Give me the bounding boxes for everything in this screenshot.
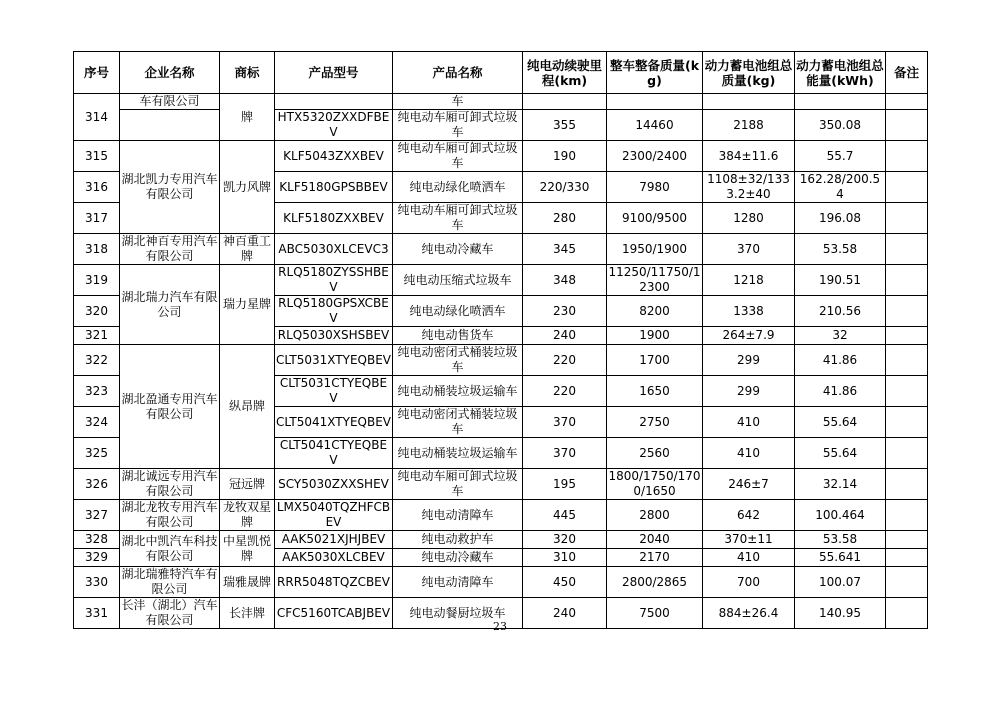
battery-energy-cell: 162.28/200.54 — [795, 172, 886, 203]
mass-cell: 2560 — [607, 438, 703, 469]
note-cell — [886, 549, 928, 567]
range-cell: 230 — [523, 296, 607, 327]
product-name-cell: 纯电动车厢可卸式垃圾车 — [393, 141, 523, 172]
note-cell — [886, 345, 928, 376]
range-cell: 240 — [523, 598, 607, 629]
product-name-cell: 纯电动压缩式垃圾车 — [393, 265, 523, 296]
enterprise-cell: 车有限公司 — [120, 94, 220, 110]
enterprise-cell: 湖北瑞力汽车有限公司 — [120, 265, 220, 345]
header-cell: 整车整备质量(kg) — [607, 52, 703, 94]
product-name-cell: 纯电动救护车 — [393, 531, 523, 549]
header-cell: 产品名称 — [393, 52, 523, 94]
note-cell — [886, 94, 928, 110]
mass-cell: 1650 — [607, 376, 703, 407]
product-name-cell: 纯电动售货车 — [393, 327, 523, 345]
page-number: 23 — [493, 620, 507, 633]
brand-cell: 牌 — [220, 94, 275, 141]
range-cell: 195 — [523, 469, 607, 500]
note-cell — [886, 567, 928, 598]
model-cell: RLQ5180GPSXCBEV — [275, 296, 393, 327]
battery-energy-cell: 350.08 — [795, 110, 886, 141]
mass-cell: 2750 — [607, 407, 703, 438]
mass-cell — [607, 94, 703, 110]
model-cell: CLT5041CTYEQBEV — [275, 438, 393, 469]
model-cell: RRR5048TQZCBEV — [275, 567, 393, 598]
battery-mass-cell: 700 — [703, 567, 795, 598]
range-cell: 370 — [523, 438, 607, 469]
model-cell: ABC5030XLCEVC3 — [275, 234, 393, 265]
row-number-cell: 325 — [74, 438, 120, 469]
row-number-cell: 321 — [74, 327, 120, 345]
battery-energy-cell: 100.07 — [795, 567, 886, 598]
note-cell — [886, 531, 928, 549]
battery-mass-cell: 410 — [703, 407, 795, 438]
product-name-cell: 纯电动冷藏车 — [393, 234, 523, 265]
mass-cell: 1700 — [607, 345, 703, 376]
battery-mass-cell: 1280 — [703, 203, 795, 234]
row-number-cell: 328 — [74, 531, 120, 549]
product-name-cell: 纯电动绿化喷洒车 — [393, 172, 523, 203]
product-name-cell: 纯电动冷藏车 — [393, 549, 523, 567]
table-row — [74, 567, 928, 598]
table-row — [74, 265, 928, 296]
row-number-cell: 330 — [74, 567, 120, 598]
note-cell — [886, 110, 928, 141]
note-cell — [886, 376, 928, 407]
mass-cell: 7500 — [607, 598, 703, 629]
note-cell — [886, 327, 928, 345]
battery-mass-cell: 1218 — [703, 265, 795, 296]
battery-energy-cell: 190.51 — [795, 265, 886, 296]
enterprise-cell: 湖北中凯汽车科技有限公司 — [120, 531, 220, 567]
product-name-cell: 纯电动清障车 — [393, 567, 523, 598]
note-cell — [886, 141, 928, 172]
range-cell: 190 — [523, 141, 607, 172]
row-number-cell: 318 — [74, 234, 120, 265]
battery-mass-cell: 384±11.6 — [703, 141, 795, 172]
product-name-cell: 纯电动车厢可卸式垃圾车 — [393, 203, 523, 234]
product-name-cell: 纯电动桶装垃圾运输车 — [393, 438, 523, 469]
battery-mass-cell: 370 — [703, 234, 795, 265]
range-cell — [523, 94, 607, 110]
row-number-cell: 329 — [74, 549, 120, 567]
table-row — [74, 141, 928, 172]
model-cell: LMX5040TQZHFCBEV — [275, 500, 393, 531]
table-row — [74, 94, 928, 110]
model-cell: KLF5043ZXXBEV — [275, 141, 393, 172]
battery-energy-cell: 41.86 — [795, 376, 886, 407]
row-number-cell: 316 — [74, 172, 120, 203]
enterprise-cell: 湖北诚远专用汽车有限公司 — [121, 469, 218, 498]
battery-mass-cell: 299 — [703, 376, 795, 407]
product-name-cell: 纯电动车厢可卸式垃圾车 — [393, 469, 523, 500]
mass-cell: 8200 — [607, 296, 703, 327]
product-name-cell: 车 — [393, 94, 523, 110]
range-cell: 220 — [523, 345, 607, 376]
range-cell: 320 — [523, 531, 607, 549]
brand-cell: 冠远牌 — [220, 469, 275, 500]
row-number-cell: 322 — [74, 345, 120, 376]
brand-cell: 纵昂牌 — [220, 345, 275, 469]
brand-cell: 龙牧双星牌 — [220, 500, 275, 531]
mass-cell: 2800/2865 — [607, 567, 703, 598]
range-cell: 280 — [523, 203, 607, 234]
note-cell — [886, 296, 928, 327]
mass-cell: 1800/1750/1700/1650 — [608, 469, 701, 498]
mass-cell: 9100/9500 — [607, 203, 703, 234]
battery-energy-cell: 55.64 — [795, 407, 886, 438]
mass-cell: 14460 — [607, 110, 703, 141]
battery-energy-cell: 210.56 — [795, 296, 886, 327]
row-number-cell: 326 — [74, 469, 120, 500]
header-cell: 商标 — [220, 52, 275, 94]
header-cell: 动力蓄电池组总能量(kWh) — [795, 52, 886, 94]
battery-mass-cell: 1108±32/1333.2±40 — [703, 172, 795, 203]
brand-cell: 瑞雅晟牌 — [220, 567, 275, 598]
battery-energy-cell: 53.58 — [795, 531, 886, 549]
model-cell: AAK5021XJHJBEV — [275, 531, 393, 549]
mass-cell: 1950/1900 — [607, 234, 703, 265]
note-cell — [886, 234, 928, 265]
product-name-cell: 纯电动密闭式桶装垃圾车 — [393, 345, 523, 376]
mass-cell: 2300/2400 — [607, 141, 703, 172]
row-number-cell: 314 — [74, 94, 120, 141]
battery-energy-cell: 32 — [795, 327, 886, 345]
range-cell: 220/330 — [523, 172, 607, 203]
battery-mass-cell: 370±11 — [703, 531, 795, 549]
table-row — [74, 500, 928, 531]
table-row — [74, 345, 928, 376]
mass-cell: 2040 — [607, 531, 703, 549]
mass-cell: 7980 — [607, 172, 703, 203]
model-cell: AAK5030XLCBEV — [275, 549, 393, 567]
enterprise-cell: 湖北凯力专用汽车有限公司 — [120, 141, 220, 234]
product-name-cell: 纯电动绿化喷洒车 — [393, 296, 523, 327]
brand-cell: 长沣牌 — [220, 598, 275, 629]
mass-cell: 1900 — [607, 327, 703, 345]
enterprise-cell: 长沣（湖北）汽车有限公司 — [121, 598, 218, 627]
header-cell: 纯电动续驶里程(km) — [523, 52, 607, 94]
model-cell: RLQ5180ZYSSHBEV — [275, 265, 393, 296]
product-name-cell: 纯电动桶装垃圾运输车 — [393, 376, 523, 407]
model-cell: CLT5031XTYEQBEV — [275, 345, 393, 376]
battery-mass-cell: 246±7 — [703, 469, 795, 500]
battery-energy-cell: 55.64 — [795, 438, 886, 469]
row-number-cell: 331 — [74, 598, 120, 629]
model-cell: KLF5180GPSBBEV — [275, 172, 393, 203]
battery-energy-cell: 140.95 — [795, 598, 886, 629]
table-row — [74, 469, 928, 500]
row-number-cell: 320 — [74, 296, 120, 327]
battery-energy-cell: 100.464 — [795, 500, 886, 531]
model-cell: RLQ5030XSHSBEV — [275, 327, 393, 345]
range-cell: 370 — [523, 407, 607, 438]
mass-cell: 2800 — [607, 500, 703, 531]
battery-mass-cell: 1338 — [703, 296, 795, 327]
product-name-cell: 纯电动清障车 — [393, 500, 523, 531]
battery-mass-cell: 410 — [703, 438, 795, 469]
table-row — [74, 234, 928, 265]
model-cell: CLT5041XTYEQBEV — [275, 407, 393, 438]
range-cell: 355 — [523, 110, 607, 141]
range-cell: 445 — [523, 500, 607, 531]
enterprise-cell: 湖北盈通专用汽车有限公司 — [120, 345, 220, 469]
table-header-row — [74, 52, 928, 94]
battery-mass-cell — [703, 94, 795, 110]
range-cell: 348 — [523, 265, 607, 296]
battery-energy-cell — [795, 94, 886, 110]
header-cell: 备注 — [886, 52, 928, 94]
range-cell: 240 — [523, 327, 607, 345]
row-number-cell: 317 — [74, 203, 120, 234]
battery-energy-cell: 196.08 — [795, 203, 886, 234]
battery-energy-cell: 32.14 — [795, 469, 886, 500]
battery-mass-cell: 264±7.9 — [703, 327, 795, 345]
table-row — [74, 531, 928, 549]
note-cell — [886, 265, 928, 296]
battery-mass-cell: 884±26.4 — [703, 598, 795, 629]
row-number-cell: 324 — [74, 407, 120, 438]
product-name-cell: 纯电动车厢可卸式垃圾车 — [393, 110, 523, 141]
battery-energy-cell: 55.7 — [795, 141, 886, 172]
battery-mass-cell: 410 — [703, 549, 795, 567]
table-row — [74, 110, 928, 141]
note-cell — [886, 203, 928, 234]
row-number-cell: 327 — [74, 500, 120, 531]
model-cell: CLT5031CTYEQBEV — [275, 376, 393, 407]
range-cell: 450 — [523, 567, 607, 598]
product-name-cell: 纯电动密闭式桶装垃圾车 — [393, 407, 523, 438]
model-cell: HTX5320ZXXDFBEV — [275, 110, 393, 141]
battery-mass-cell: 642 — [703, 500, 795, 531]
enterprise-cell: 湖北瑞雅特汽车有限公司 — [121, 567, 218, 596]
brand-cell: 瑞力星牌 — [220, 265, 275, 345]
range-cell: 220 — [523, 376, 607, 407]
header-cell: 序号 — [74, 52, 120, 94]
note-cell — [886, 438, 928, 469]
note-cell — [886, 469, 928, 500]
model-cell: CFC5160TCABJBEV — [275, 598, 393, 629]
note-cell — [886, 407, 928, 438]
note-cell — [886, 500, 928, 531]
battery-energy-cell: 41.86 — [795, 345, 886, 376]
row-number-cell: 315 — [74, 141, 120, 172]
battery-mass-cell: 299 — [703, 345, 795, 376]
battery-energy-cell: 53.58 — [795, 234, 886, 265]
enterprise-cell: 湖北神百专用汽车有限公司 — [121, 234, 218, 263]
model-cell — [275, 94, 393, 110]
header-cell: 动力蓄电池组总质量(kg) — [703, 52, 795, 94]
mass-cell: 11250/11750/12300 — [608, 265, 701, 294]
product-name-cell: 纯电动餐厨垃圾车 — [393, 598, 523, 629]
battery-mass-cell: 2188 — [703, 110, 795, 141]
brand-cell: 神百重工牌 — [220, 234, 275, 265]
battery-energy-cell: 55.641 — [795, 549, 886, 567]
row-number-cell: 319 — [74, 265, 120, 296]
model-cell: SCY5030ZXXSHEV — [275, 469, 393, 500]
header-cell: 产品型号 — [275, 52, 393, 94]
brand-cell: 中星凯悦牌 — [220, 531, 275, 567]
enterprise-cell — [120, 110, 220, 141]
note-cell — [886, 172, 928, 203]
range-cell: 345 — [523, 234, 607, 265]
row-number-cell: 323 — [74, 376, 120, 407]
model-cell: KLF5180ZXXBEV — [275, 203, 393, 234]
range-cell: 310 — [523, 549, 607, 567]
enterprise-cell: 湖北龙牧专用汽车有限公司 — [121, 500, 218, 529]
brand-cell: 凯力风牌 — [220, 141, 275, 234]
header-cell: 企业名称 — [120, 52, 220, 94]
mass-cell: 2170 — [607, 549, 703, 567]
vehicle-catalog-table — [73, 51, 928, 629]
